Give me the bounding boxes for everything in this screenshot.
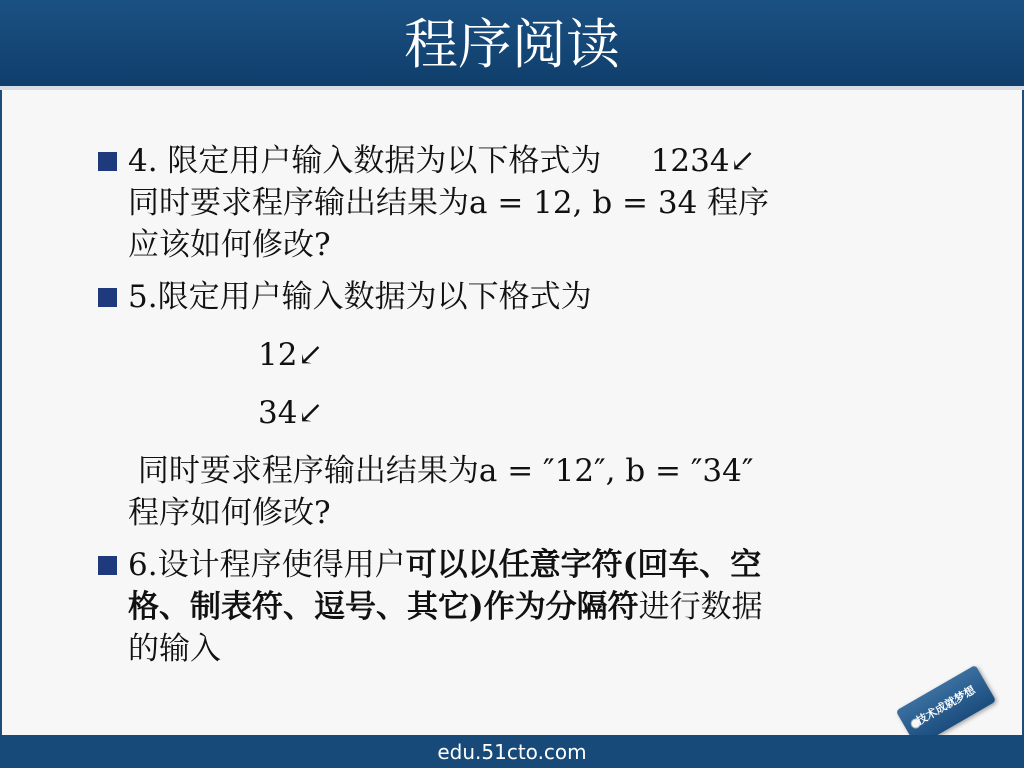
slide-header bbox=[0, 0, 1024, 90]
square-bullet-icon bbox=[98, 152, 117, 171]
q5-input-2: 34↙ bbox=[258, 395, 324, 431]
q5-line-3: 程序如何修改? bbox=[128, 495, 331, 531]
q6-seg-2: 可以以任意字符(回车、空 bbox=[405, 547, 762, 583]
q5-line-2: 同时要求程序输出结果为a = ″12″, b = ″34″ bbox=[128, 453, 754, 489]
badge-text: 技术成就梦想 bbox=[913, 683, 978, 728]
square-bullet-icon bbox=[98, 556, 117, 575]
square-bullet-icon bbox=[98, 288, 117, 307]
q6-line-1 bbox=[128, 544, 972, 586]
question-4 bbox=[92, 140, 972, 266]
q6-seg-3: 格、制表符、逗号、其它)作为分隔符 bbox=[128, 589, 639, 625]
q6-line-2 bbox=[128, 586, 972, 628]
footer-url: edu.51cto.com bbox=[437, 740, 587, 764]
q5-line-1: 5.限定用户输入数据为以下格式为 bbox=[128, 279, 592, 315]
q5-input-1: 12↙ bbox=[258, 337, 324, 373]
question-5 bbox=[92, 276, 972, 534]
slide-footer bbox=[0, 735, 1024, 768]
q6-seg-4: 进行数据 bbox=[638, 589, 763, 625]
q4-line-3: 应该如何修改? bbox=[128, 227, 331, 263]
q6-seg-1: 6.设计程序使得用户 bbox=[128, 547, 406, 583]
q4-line-2: 同时要求程序输出结果为a = 12, b = 34 程序 bbox=[128, 185, 770, 221]
slide-title: 程序阅读 bbox=[404, 13, 620, 76]
question-6 bbox=[92, 544, 972, 670]
slide-content bbox=[92, 140, 972, 680]
q4-line-1: 4. 限定用户输入数据为以下格式为 1234↙ bbox=[128, 143, 756, 179]
q6-line-3: 的输入 bbox=[128, 631, 221, 667]
